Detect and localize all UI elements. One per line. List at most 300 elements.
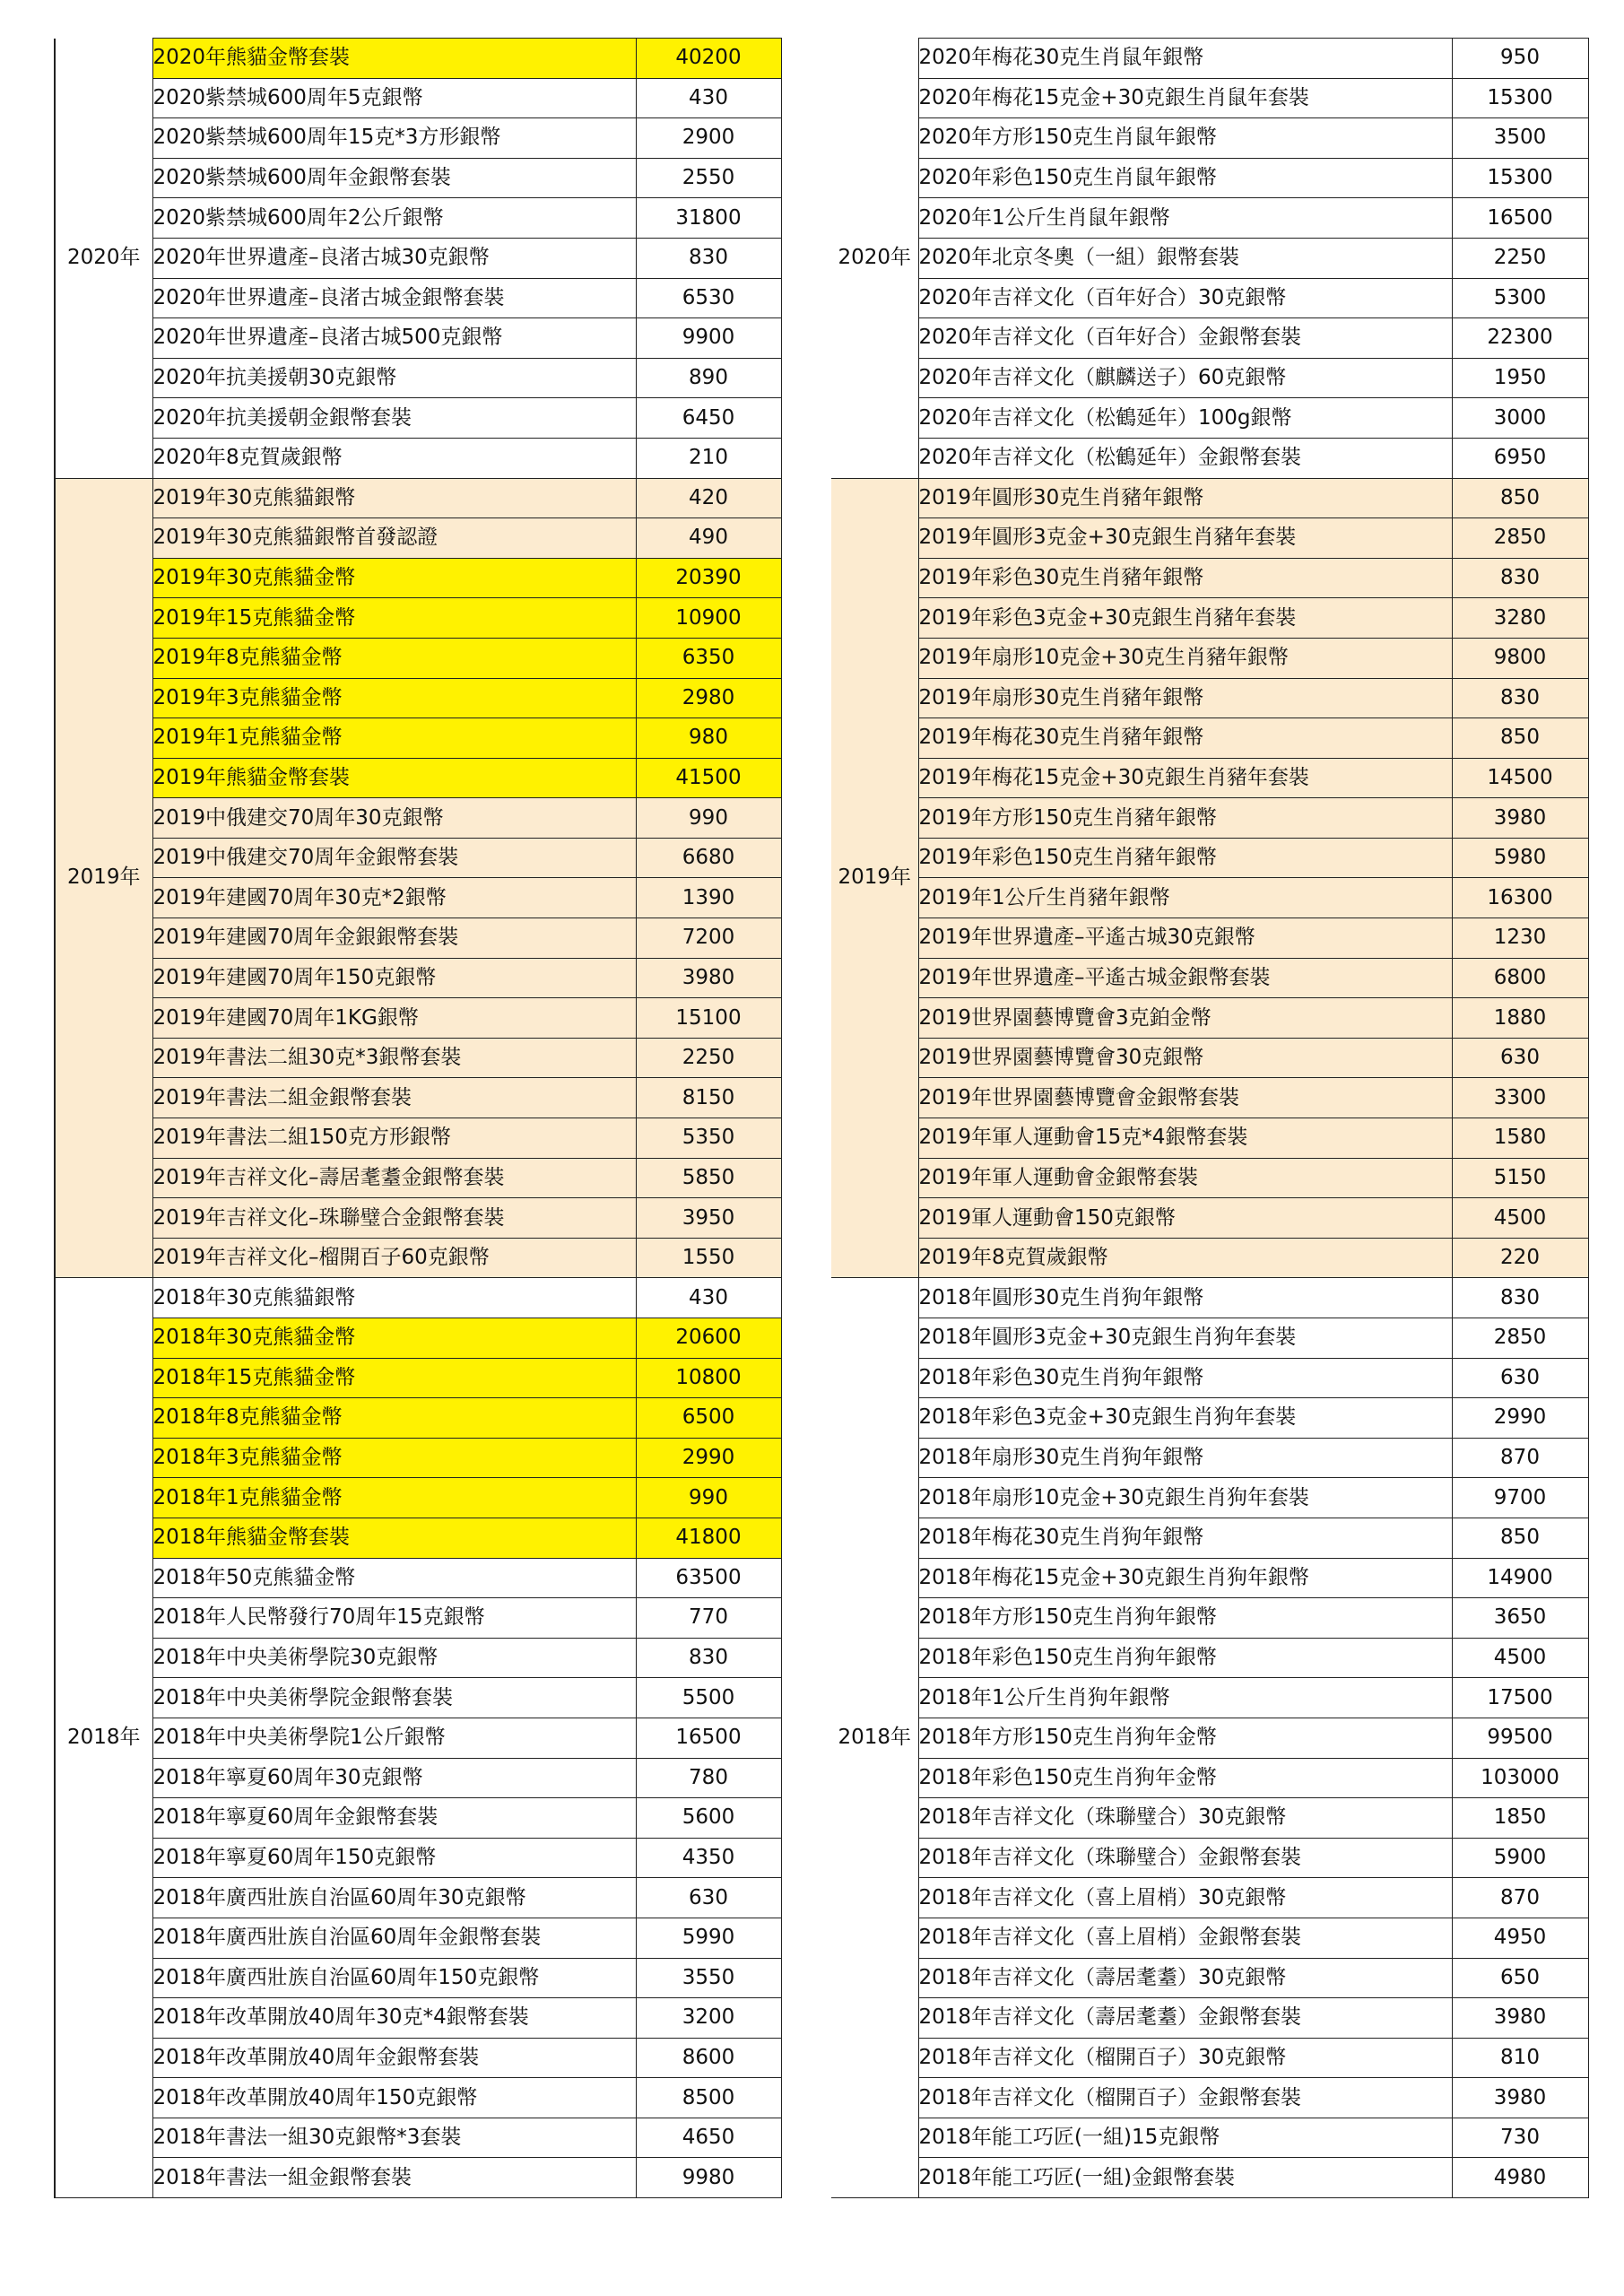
table-row bbox=[55, 318, 781, 359]
price-cell: 1390 bbox=[636, 878, 781, 918]
price-cell: 1230 bbox=[1452, 918, 1588, 959]
table-row bbox=[831, 1238, 1588, 1278]
price-cell: 4500 bbox=[1452, 1198, 1588, 1239]
price-cell: 3200 bbox=[636, 1998, 781, 2039]
coin-name-cell: 2018年吉祥文化（珠聯璧合）金銀幣套裝 bbox=[918, 1838, 1452, 1878]
coin-name-cell: 2020年吉祥文化（松鶴延年）金銀幣套裝 bbox=[918, 438, 1452, 478]
coin-name-cell: 2020年梅花15克金+30克銀生肖鼠年套裝 bbox=[918, 78, 1452, 118]
coin-name-cell: 2018年寧夏60周年150克銀幣 bbox=[152, 1838, 636, 1878]
coin-name-cell: 2020紫禁城600周年15克*3方形銀幣 bbox=[152, 118, 636, 159]
table-row bbox=[831, 918, 1588, 959]
table-row bbox=[831, 1478, 1588, 1518]
year-group-label: 2019年 bbox=[55, 478, 152, 1278]
table-row bbox=[55, 718, 781, 759]
coin-name-cell: 2018年廣西壯族自治區60周年金銀幣套裝 bbox=[152, 1918, 636, 1958]
table-row bbox=[831, 958, 1588, 998]
price-cell: 830 bbox=[1452, 558, 1588, 598]
table-row bbox=[55, 1558, 781, 1598]
price-cell: 5980 bbox=[1452, 838, 1588, 878]
table-row bbox=[55, 518, 781, 559]
coin-name-cell: 2020年世界遺產–良渚古城金銀幣套裝 bbox=[152, 278, 636, 318]
price-cell: 10900 bbox=[636, 598, 781, 639]
coin-name-cell: 2018年1克熊貓金幣 bbox=[152, 1478, 636, 1518]
left-price-table bbox=[54, 38, 782, 2198]
coin-name-cell: 2018年梅花15克金+30克銀生肖狗年銀幣 bbox=[918, 1558, 1452, 1598]
coin-name-cell: 2019年書法二組30克*3銀幣套裝 bbox=[152, 1038, 636, 1078]
price-cell: 870 bbox=[1452, 1878, 1588, 1918]
coin-name-cell: 2018年改革開放40周年150克銀幣 bbox=[152, 2078, 636, 2118]
price-cell: 10800 bbox=[636, 1358, 781, 1398]
coin-name-cell: 2018年吉祥文化（壽居耄耋）金銀幣套裝 bbox=[918, 1998, 1452, 2039]
table-row bbox=[831, 2118, 1588, 2158]
coin-name-cell: 2018年能工巧匠(一組)金銀幣套裝 bbox=[918, 2158, 1452, 2198]
price-cell: 2990 bbox=[636, 1438, 781, 1478]
table-row bbox=[831, 1198, 1588, 1239]
coin-name-cell: 2018年吉祥文化（榴開百子）金銀幣套裝 bbox=[918, 2078, 1452, 2118]
price-cell: 6500 bbox=[636, 1398, 781, 1439]
price-cell: 8150 bbox=[636, 1078, 781, 1118]
coin-name-cell: 2019年建國70周年30克*2銀幣 bbox=[152, 878, 636, 918]
price-cell: 5150 bbox=[1452, 1158, 1588, 1198]
price-cell: 3650 bbox=[1452, 1598, 1588, 1639]
table-row bbox=[55, 838, 781, 878]
table-row bbox=[831, 638, 1588, 678]
table-row bbox=[55, 998, 781, 1039]
price-cell: 780 bbox=[636, 1758, 781, 1798]
price-cell: 3980 bbox=[1452, 2078, 1588, 2118]
price-cell: 3550 bbox=[636, 1958, 781, 1998]
price-cell: 5850 bbox=[636, 1158, 781, 1198]
price-cell: 830 bbox=[1452, 1278, 1588, 1318]
price-cell: 6450 bbox=[636, 398, 781, 439]
table-row bbox=[831, 1598, 1588, 1639]
coin-name-cell: 2018年吉祥文化（壽居耄耋）30克銀幣 bbox=[918, 1958, 1452, 1998]
coin-name-cell: 2020年8克賀歲銀幣 bbox=[152, 438, 636, 478]
price-cell: 420 bbox=[636, 478, 781, 518]
coin-name-cell: 2020年梅花30克生肖鼠年銀幣 bbox=[918, 39, 1452, 79]
price-cell: 3500 bbox=[1452, 118, 1588, 159]
price-cell: 850 bbox=[1452, 1518, 1588, 1558]
table-row bbox=[831, 878, 1588, 918]
price-cell: 31800 bbox=[636, 198, 781, 239]
coin-name-cell: 2018年寧夏60周年金銀幣套裝 bbox=[152, 1798, 636, 1839]
coin-name-cell: 2018年熊貓金幣套裝 bbox=[152, 1518, 636, 1558]
price-cell: 850 bbox=[1452, 718, 1588, 759]
price-cell: 16500 bbox=[1452, 198, 1588, 239]
price-cell: 650 bbox=[1452, 1958, 1588, 1998]
table-row bbox=[831, 398, 1588, 439]
price-cell: 2850 bbox=[1452, 1318, 1588, 1359]
price-cell: 20600 bbox=[636, 1318, 781, 1359]
table-row bbox=[831, 2158, 1588, 2198]
coin-name-cell: 2018年彩色30克生肖狗年銀幣 bbox=[918, 1358, 1452, 1398]
table-row bbox=[55, 1078, 781, 1118]
price-cell: 6680 bbox=[636, 838, 781, 878]
table-row bbox=[55, 1838, 781, 1878]
price-cell: 5300 bbox=[1452, 278, 1588, 318]
price-cell: 850 bbox=[1452, 478, 1588, 518]
price-cell: 6800 bbox=[1452, 958, 1588, 998]
price-cell: 6350 bbox=[636, 638, 781, 678]
price-cell: 830 bbox=[1452, 678, 1588, 718]
price-cell: 3950 bbox=[636, 1198, 781, 1239]
year-group-label: 2018年 bbox=[55, 1278, 152, 2198]
price-cell: 17500 bbox=[1452, 1678, 1588, 1718]
price-cell: 810 bbox=[1452, 2038, 1588, 2078]
table-row bbox=[55, 1038, 781, 1078]
table-row bbox=[831, 1638, 1588, 1678]
table-row bbox=[831, 2038, 1588, 2078]
coin-name-cell: 2018年中央美術學院金銀幣套裝 bbox=[152, 1678, 636, 1718]
price-cell: 8600 bbox=[636, 2038, 781, 2078]
price-cell: 770 bbox=[636, 1598, 781, 1639]
price-cell: 210 bbox=[636, 438, 781, 478]
coin-name-cell: 2018年吉祥文化（喜上眉梢）金銀幣套裝 bbox=[918, 1918, 1452, 1958]
price-cell: 1550 bbox=[636, 1238, 781, 1278]
price-cell: 220 bbox=[1452, 1238, 1588, 1278]
table-row bbox=[831, 438, 1588, 478]
table-row bbox=[55, 878, 781, 918]
price-cell: 890 bbox=[636, 358, 781, 398]
table-row bbox=[55, 1438, 781, 1478]
coin-name-cell: 2019年圓形3克金+30克銀生肖豬年套裝 bbox=[918, 518, 1452, 559]
coin-name-cell: 2019年1公斤生肖豬年銀幣 bbox=[918, 878, 1452, 918]
table-row bbox=[55, 798, 781, 839]
price-cell: 630 bbox=[1452, 1038, 1588, 1078]
price-cell: 6530 bbox=[636, 278, 781, 318]
coin-name-cell: 2018年改革開放40周年30克*4銀幣套裝 bbox=[152, 1998, 636, 2039]
price-cell: 63500 bbox=[636, 1558, 781, 1598]
coin-name-cell: 2019年吉祥文化–榴開百子60克銀幣 bbox=[152, 1238, 636, 1278]
coin-name-cell: 2019年30克熊貓銀幣首發認證 bbox=[152, 518, 636, 559]
table-row bbox=[55, 558, 781, 598]
coin-name-cell: 2018年扇形10克金+30克銀生肖狗年套裝 bbox=[918, 1478, 1452, 1518]
coin-name-cell: 2018年中央美術學院30克銀幣 bbox=[152, 1638, 636, 1678]
price-cell: 990 bbox=[636, 1478, 781, 1518]
table-row bbox=[831, 278, 1588, 318]
table-row bbox=[55, 1798, 781, 1839]
table-row bbox=[55, 1758, 781, 1798]
table-row bbox=[55, 1118, 781, 1159]
table-row bbox=[831, 1558, 1588, 1598]
coin-name-cell: 2019年扇形10克金+30克生肖豬年銀幣 bbox=[918, 638, 1452, 678]
table-row bbox=[55, 2158, 781, 2198]
coin-name-cell: 2019年彩色3克金+30克銀生肖豬年套裝 bbox=[918, 598, 1452, 639]
table-row bbox=[831, 598, 1588, 639]
price-cell: 3300 bbox=[1452, 1078, 1588, 1118]
table-row bbox=[831, 1798, 1588, 1839]
price-cell: 1950 bbox=[1452, 358, 1588, 398]
table-row bbox=[55, 1518, 781, 1558]
table-row bbox=[831, 1078, 1588, 1118]
table-row bbox=[831, 118, 1588, 159]
table-row bbox=[831, 1398, 1588, 1439]
price-cell: 40200 bbox=[636, 39, 781, 79]
coin-name-cell: 2018年寧夏60周年30克銀幣 bbox=[152, 1758, 636, 1798]
table-row bbox=[55, 1918, 781, 1958]
price-cell: 4980 bbox=[1452, 2158, 1588, 2198]
table-row bbox=[55, 1398, 781, 1439]
price-cell: 41800 bbox=[636, 1518, 781, 1558]
table-row bbox=[55, 1198, 781, 1239]
price-cell: 1850 bbox=[1452, 1798, 1588, 1839]
coin-name-cell: 2018年圓形30克生肖狗年銀幣 bbox=[918, 1278, 1452, 1318]
coin-name-cell: 2018年人民幣發行70周年15克銀幣 bbox=[152, 1598, 636, 1639]
table-row bbox=[831, 1918, 1588, 1958]
table-row bbox=[55, 958, 781, 998]
table-row bbox=[55, 198, 781, 239]
table-row bbox=[55, 678, 781, 718]
year-group-label: 2020年 bbox=[831, 39, 918, 479]
price-cell: 730 bbox=[1452, 2118, 1588, 2158]
coin-name-cell: 2019世界園藝博覽會30克銀幣 bbox=[918, 1038, 1452, 1078]
table-row bbox=[55, 918, 781, 959]
coin-name-cell: 2019年8克賀歲銀幣 bbox=[918, 1238, 1452, 1278]
table-row bbox=[831, 1438, 1588, 1478]
table-row bbox=[831, 838, 1588, 878]
price-cell: 2900 bbox=[636, 118, 781, 159]
coin-name-cell: 2018年3克熊貓金幣 bbox=[152, 1438, 636, 1478]
price-cell: 3280 bbox=[1452, 598, 1588, 639]
price-cell: 2990 bbox=[1452, 1398, 1588, 1439]
price-cell: 2850 bbox=[1452, 518, 1588, 559]
table-row bbox=[55, 398, 781, 439]
coin-name-cell: 2018年方形150克生肖狗年金幣 bbox=[918, 1718, 1452, 1758]
table-row bbox=[55, 39, 781, 79]
coin-name-cell: 2020年抗美援朝金銀幣套裝 bbox=[152, 398, 636, 439]
coin-name-cell: 2019中俄建交70周年金銀幣套裝 bbox=[152, 838, 636, 878]
coin-name-cell: 2019年30克熊貓金幣 bbox=[152, 558, 636, 598]
coin-name-cell: 2019年1克熊貓金幣 bbox=[152, 718, 636, 759]
price-cell: 5500 bbox=[636, 1678, 781, 1718]
price-cell: 830 bbox=[636, 238, 781, 278]
table-row bbox=[55, 1998, 781, 2039]
price-cell: 9800 bbox=[1452, 638, 1588, 678]
coin-name-cell: 2020年彩色150克生肖鼠年銀幣 bbox=[918, 158, 1452, 198]
coin-name-cell: 2019年彩色30克生肖豬年銀幣 bbox=[918, 558, 1452, 598]
table-row bbox=[55, 1158, 781, 1198]
table-row bbox=[831, 998, 1588, 1039]
price-cell: 430 bbox=[636, 78, 781, 118]
table-row bbox=[831, 1998, 1588, 2039]
table-row bbox=[831, 1158, 1588, 1198]
price-cell: 2550 bbox=[636, 158, 781, 198]
price-cell: 4500 bbox=[1452, 1638, 1588, 1678]
coin-name-cell: 2019軍人運動會150克銀幣 bbox=[918, 1198, 1452, 1239]
price-cell: 9900 bbox=[636, 318, 781, 359]
coin-name-cell: 2019年建國70周年1KG銀幣 bbox=[152, 998, 636, 1039]
coin-name-cell: 2018年30克熊貓銀幣 bbox=[152, 1278, 636, 1318]
price-cell: 16300 bbox=[1452, 878, 1588, 918]
table-row bbox=[55, 1598, 781, 1639]
coin-name-cell: 2019年圓形30克生肖豬年銀幣 bbox=[918, 478, 1452, 518]
table-row bbox=[831, 1318, 1588, 1359]
coin-name-cell: 2019年世界園藝博覽會金銀幣套裝 bbox=[918, 1078, 1452, 1118]
coin-name-cell: 2020紫禁城600周年2公斤銀幣 bbox=[152, 198, 636, 239]
table-row bbox=[55, 358, 781, 398]
table-row bbox=[55, 278, 781, 318]
price-cell: 830 bbox=[636, 1638, 781, 1678]
table-row bbox=[55, 438, 781, 478]
coin-name-cell: 2019年書法二組150克方形銀幣 bbox=[152, 1118, 636, 1159]
coin-name-cell: 2020年吉祥文化（百年好合）金銀幣套裝 bbox=[918, 318, 1452, 359]
table-row bbox=[831, 518, 1588, 559]
coin-name-cell: 2018年廣西壯族自治區60周年30克銀幣 bbox=[152, 1878, 636, 1918]
coin-name-cell: 2019年吉祥文化–珠聯璧合金銀幣套裝 bbox=[152, 1198, 636, 1239]
price-cell: 4350 bbox=[636, 1838, 781, 1878]
year-group-label: 2018年 bbox=[831, 1278, 918, 2198]
table-row bbox=[831, 1718, 1588, 1758]
price-cell: 2980 bbox=[636, 678, 781, 718]
coin-name-cell: 2020年吉祥文化（松鶴延年）100g銀幣 bbox=[918, 398, 1452, 439]
price-cell: 980 bbox=[636, 718, 781, 759]
table-row bbox=[55, 1318, 781, 1359]
right-price-table bbox=[831, 38, 1589, 2198]
table-row bbox=[55, 118, 781, 159]
table-row bbox=[831, 1358, 1588, 1398]
price-cell: 950 bbox=[1452, 39, 1588, 79]
table-row bbox=[831, 1758, 1588, 1798]
coin-name-cell: 2020年方形150克生肖鼠年銀幣 bbox=[918, 118, 1452, 159]
price-cell: 15300 bbox=[1452, 78, 1588, 118]
table-row bbox=[831, 198, 1588, 239]
price-cell: 2250 bbox=[1452, 238, 1588, 278]
price-cell: 14900 bbox=[1452, 1558, 1588, 1598]
price-cell: 15100 bbox=[636, 998, 781, 1039]
price-cell: 3000 bbox=[1452, 398, 1588, 439]
coin-name-cell: 2018年扇形30克生肖狗年銀幣 bbox=[918, 1438, 1452, 1478]
price-cell: 5900 bbox=[1452, 1838, 1588, 1878]
price-cell: 16500 bbox=[636, 1718, 781, 1758]
coin-name-cell: 2020年吉祥文化（百年好合）30克銀幣 bbox=[918, 278, 1452, 318]
coin-name-cell: 2019年吉祥文化–壽居耄耋金銀幣套裝 bbox=[152, 1158, 636, 1198]
table-row bbox=[831, 358, 1588, 398]
price-cell: 1580 bbox=[1452, 1118, 1588, 1159]
coin-name-cell: 2020年世界遺產–良渚古城500克銀幣 bbox=[152, 318, 636, 359]
table-row bbox=[55, 2038, 781, 2078]
table-row bbox=[831, 78, 1588, 118]
coin-name-cell: 2019年書法二組金銀幣套裝 bbox=[152, 1078, 636, 1118]
coin-name-cell: 2018年30克熊貓金幣 bbox=[152, 1318, 636, 1359]
price-cell: 5600 bbox=[636, 1798, 781, 1839]
price-cell: 9980 bbox=[636, 2158, 781, 2198]
coin-name-cell: 2018年能工巧匠(一組)15克銀幣 bbox=[918, 2118, 1452, 2158]
table-row bbox=[831, 558, 1588, 598]
coin-name-cell: 2020紫禁城600周年5克銀幣 bbox=[152, 78, 636, 118]
coin-name-cell: 2018年吉祥文化（榴開百子）30克銀幣 bbox=[918, 2038, 1452, 2078]
table-row bbox=[831, 758, 1588, 798]
price-cell: 3980 bbox=[1452, 1998, 1588, 2039]
coin-name-cell: 2020年1公斤生肖鼠年銀幣 bbox=[918, 198, 1452, 239]
table-row bbox=[55, 78, 781, 118]
coin-name-cell: 2019年梅花15克金+30克銀生肖豬年套裝 bbox=[918, 758, 1452, 798]
table-row bbox=[55, 478, 781, 518]
coin-name-cell: 2018年彩色150克生肖狗年銀幣 bbox=[918, 1638, 1452, 1678]
table-row bbox=[55, 1278, 781, 1318]
price-cell: 20390 bbox=[636, 558, 781, 598]
year-group-label: 2019年 bbox=[831, 478, 918, 1278]
price-cell: 9700 bbox=[1452, 1478, 1588, 1518]
table-row bbox=[831, 2078, 1588, 2118]
price-cell: 3980 bbox=[1452, 798, 1588, 839]
table-row bbox=[55, 1958, 781, 1998]
price-cell: 103000 bbox=[1452, 1758, 1588, 1798]
price-cell: 870 bbox=[1452, 1438, 1588, 1478]
coin-name-cell: 2020年北京冬奧（一組）銀幣套裝 bbox=[918, 238, 1452, 278]
price-cell: 22300 bbox=[1452, 318, 1588, 359]
price-cell: 5990 bbox=[636, 1918, 781, 1958]
table-row bbox=[831, 1278, 1588, 1318]
coin-name-cell: 2018年書法一組30克銀幣*3套裝 bbox=[152, 2118, 636, 2158]
table-row bbox=[831, 678, 1588, 718]
coin-name-cell: 2019年世界遺產–平遙古城30克銀幣 bbox=[918, 918, 1452, 959]
coin-name-cell: 2019年30克熊貓銀幣 bbox=[152, 478, 636, 518]
table-row bbox=[831, 1518, 1588, 1558]
coin-name-cell: 2019年建國70周年金銀銀幣套裝 bbox=[152, 918, 636, 959]
table-row bbox=[55, 1878, 781, 1918]
table-row bbox=[831, 1878, 1588, 1918]
table-row bbox=[831, 718, 1588, 759]
coin-name-cell: 2020年抗美援朝30克銀幣 bbox=[152, 358, 636, 398]
coin-name-cell: 2018年圓形3克金+30克銀生肖狗年套裝 bbox=[918, 1318, 1452, 1359]
coin-name-cell: 2019年3克熊貓金幣 bbox=[152, 678, 636, 718]
coin-name-cell: 2020年熊貓金幣套裝 bbox=[152, 39, 636, 79]
coin-name-cell: 2019中俄建交70周年30克銀幣 bbox=[152, 798, 636, 839]
coin-name-cell: 2018年吉祥文化（喜上眉梢）30克銀幣 bbox=[918, 1878, 1452, 1918]
coin-name-cell: 2019年軍人運動會金銀幣套裝 bbox=[918, 1158, 1452, 1198]
table-row bbox=[831, 238, 1588, 278]
coin-name-cell: 2018年50克熊貓金幣 bbox=[152, 1558, 636, 1598]
price-cell: 3980 bbox=[636, 958, 781, 998]
table-row bbox=[55, 598, 781, 639]
table-row bbox=[55, 238, 781, 278]
table-row bbox=[831, 318, 1588, 359]
coin-name-cell: 2020紫禁城600周年金銀幣套裝 bbox=[152, 158, 636, 198]
coin-name-cell: 2018年中央美術學院1公斤銀幣 bbox=[152, 1718, 636, 1758]
price-cell: 630 bbox=[636, 1878, 781, 1918]
price-cell: 5350 bbox=[636, 1118, 781, 1159]
price-cell: 4950 bbox=[1452, 1918, 1588, 1958]
coin-name-cell: 2018年吉祥文化（珠聯璧合）30克銀幣 bbox=[918, 1798, 1452, 1839]
coin-name-cell: 2019年熊貓金幣套裝 bbox=[152, 758, 636, 798]
price-cell: 99500 bbox=[1452, 1718, 1588, 1758]
table-row bbox=[831, 1118, 1588, 1159]
price-cell: 4650 bbox=[636, 2118, 781, 2158]
table-row bbox=[831, 1678, 1588, 1718]
price-cell: 490 bbox=[636, 518, 781, 559]
coin-name-cell: 2019年世界遺產–平遙古城金銀幣套裝 bbox=[918, 958, 1452, 998]
coin-name-cell: 2019世界園藝博覽會3克鉑金幣 bbox=[918, 998, 1452, 1039]
price-cell: 1880 bbox=[1452, 998, 1588, 1039]
table-row bbox=[55, 1358, 781, 1398]
table-row bbox=[831, 158, 1588, 198]
price-cell: 630 bbox=[1452, 1358, 1588, 1398]
table-row bbox=[55, 1478, 781, 1518]
coin-name-cell: 2018年8克熊貓金幣 bbox=[152, 1398, 636, 1439]
coin-name-cell: 2018年梅花30克生肖狗年銀幣 bbox=[918, 1518, 1452, 1558]
table-row bbox=[55, 1238, 781, 1278]
coin-name-cell: 2019年梅花30克生肖豬年銀幣 bbox=[918, 718, 1452, 759]
table-row bbox=[55, 758, 781, 798]
price-cell: 6950 bbox=[1452, 438, 1588, 478]
coin-name-cell: 2018年書法一組金銀幣套裝 bbox=[152, 2158, 636, 2198]
table-row bbox=[55, 1678, 781, 1718]
coin-name-cell: 2018年彩色3克金+30克銀生肖狗年套裝 bbox=[918, 1398, 1452, 1439]
price-cell: 14500 bbox=[1452, 758, 1588, 798]
table-row bbox=[55, 158, 781, 198]
coin-name-cell: 2018年15克熊貓金幣 bbox=[152, 1358, 636, 1398]
price-cell: 990 bbox=[636, 798, 781, 839]
